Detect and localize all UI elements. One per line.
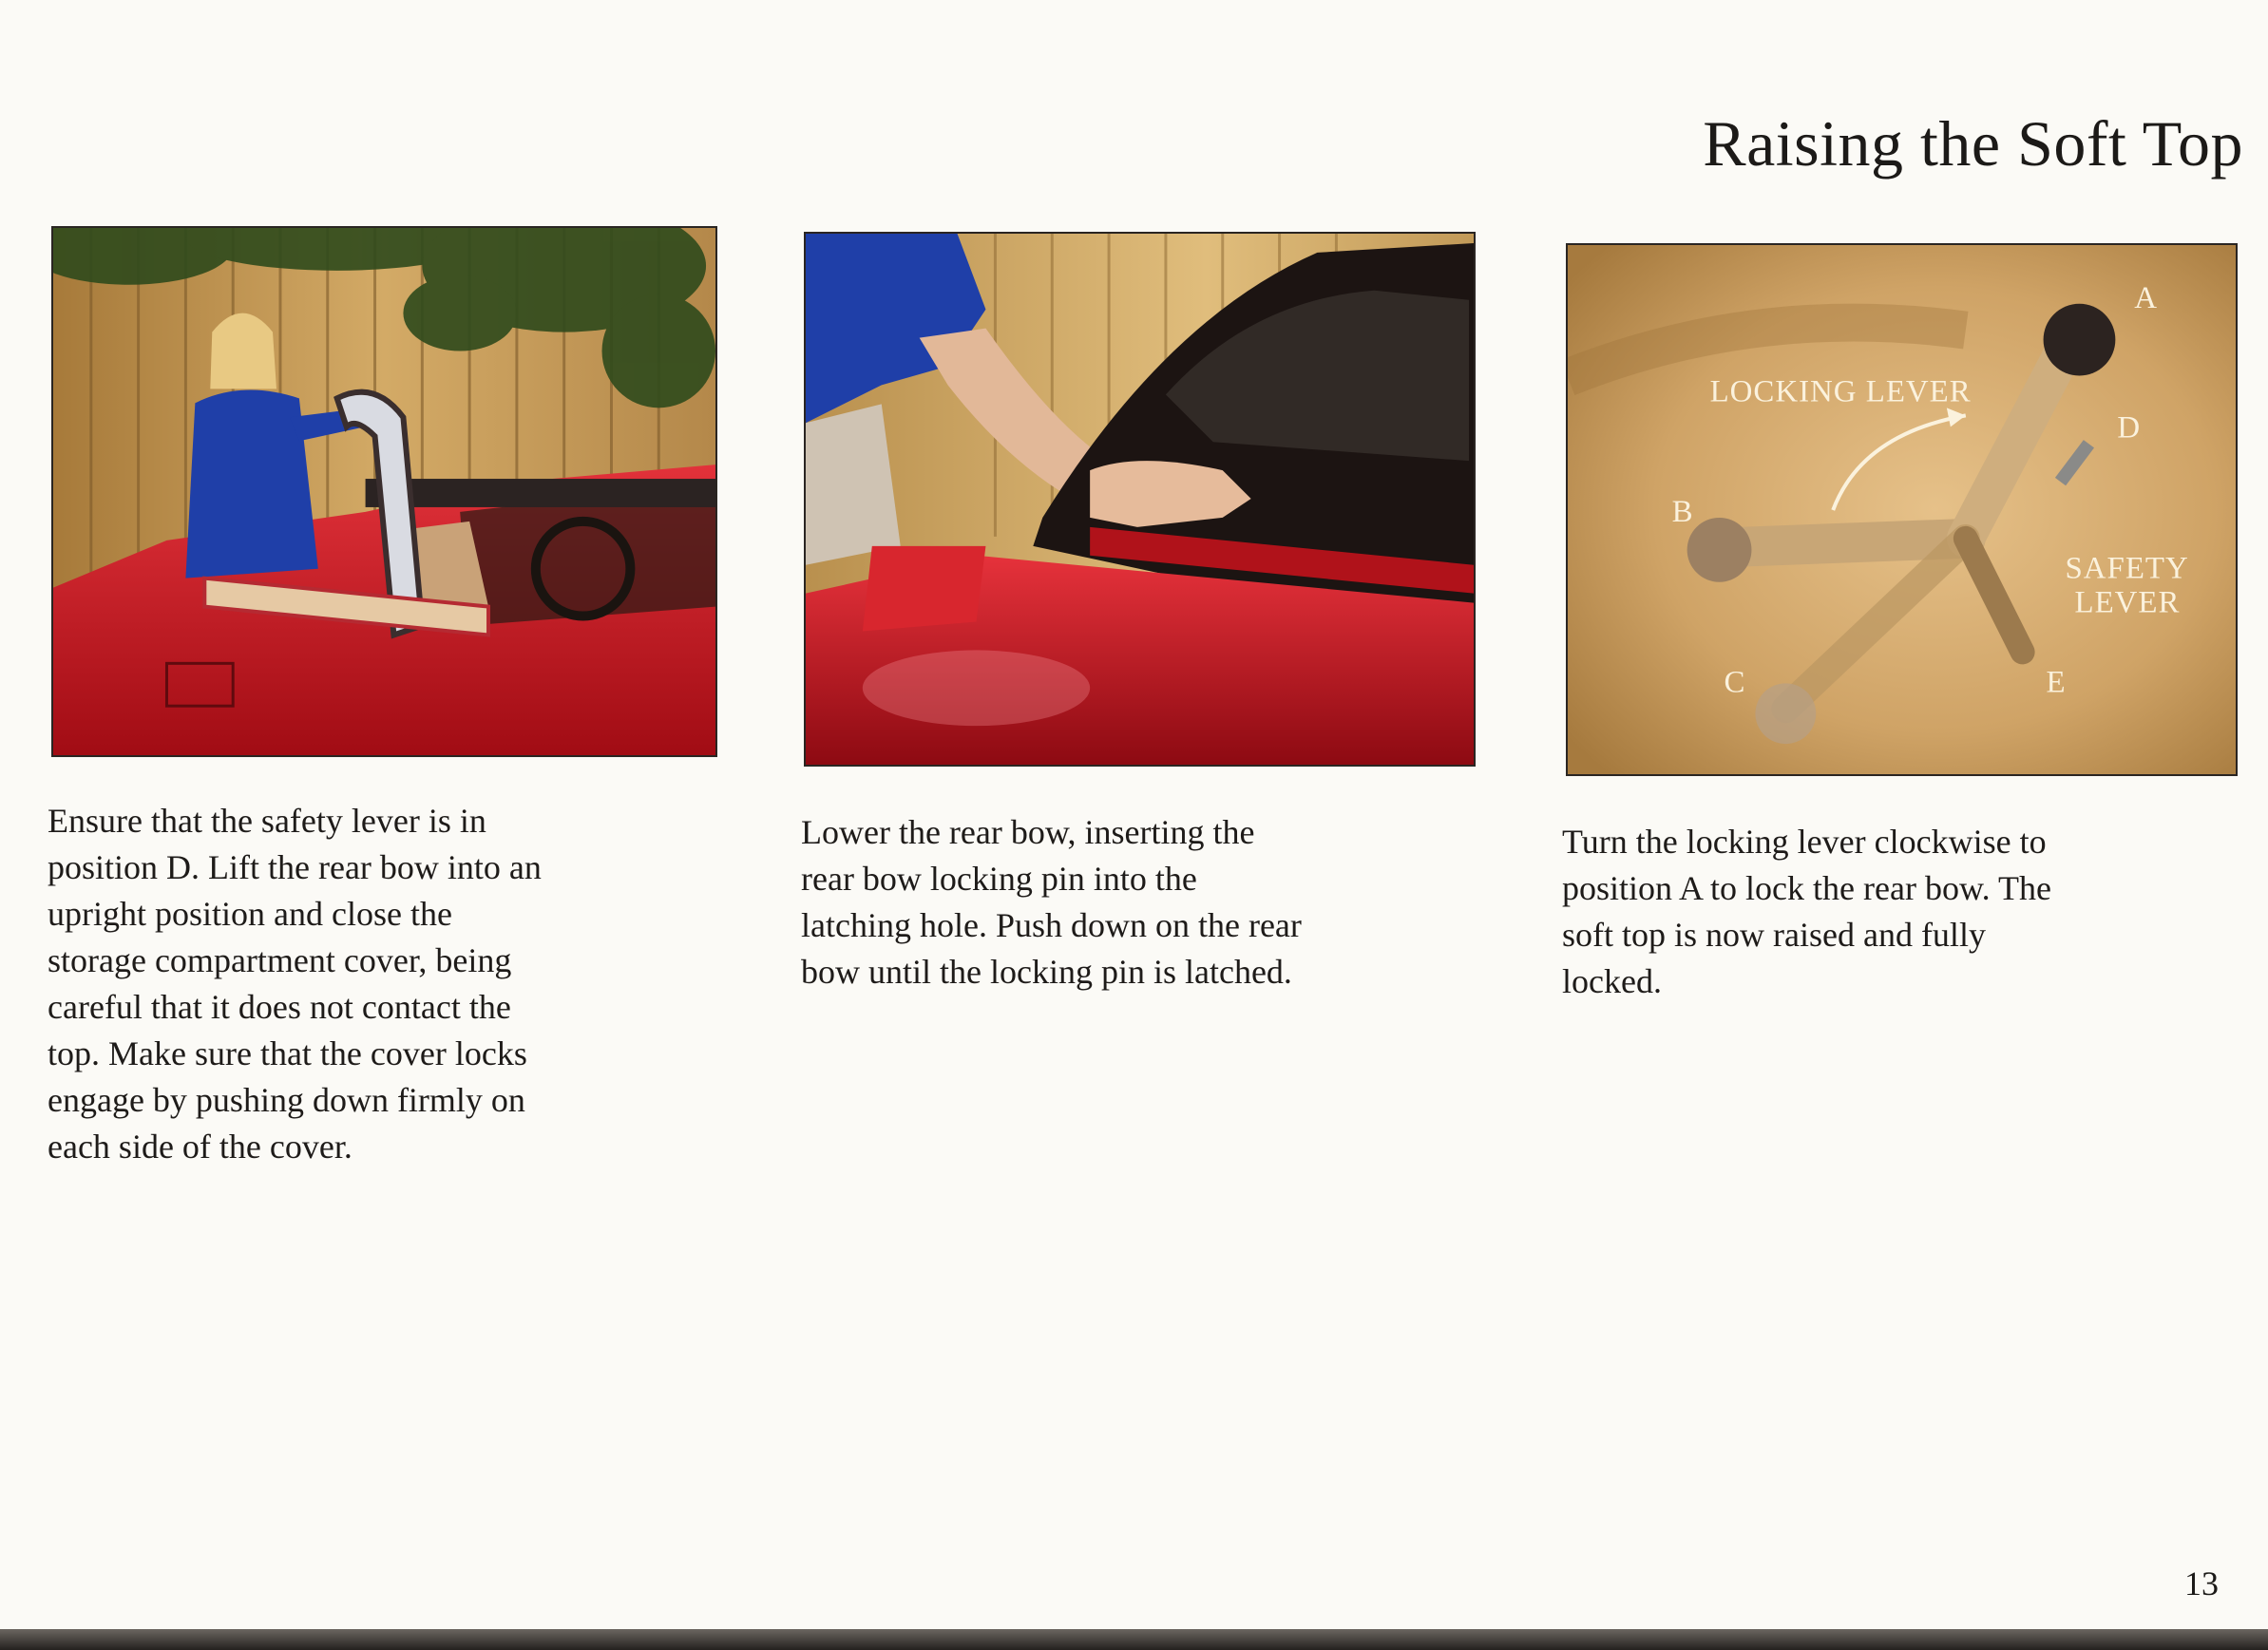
page-edge-shadow	[0, 1629, 2268, 1650]
caption-line: latching hole. Push down on the rear	[801, 906, 1302, 944]
caption-line: top. Make sure that the cover locks	[48, 1034, 527, 1072]
woman-lifting-rear-bow-photo	[51, 226, 717, 757]
locking-lever-label: LOCKING LEVER	[1709, 374, 1972, 409]
caption-line: rear bow locking pin into the	[801, 860, 1197, 898]
position-b-label: B	[1671, 494, 1694, 529]
caption-line: Turn the locking lever clockwise to	[1562, 823, 2047, 861]
step-1-caption	[48, 798, 542, 1170]
caption-line: locked.	[1562, 962, 1662, 1000]
locking-lever-closeup-photo	[1566, 243, 2238, 776]
safety-lever-label-line2: LEVER	[2074, 585, 2181, 620]
caption-line: soft top is now raised and fully	[1562, 916, 1986, 954]
caption-line: bow until the locking pin is latched.	[801, 953, 1292, 991]
caption-line: engage by pushing down firmly on	[48, 1081, 525, 1119]
caption-line: upright position and close the	[48, 895, 452, 933]
position-c-label: C	[1724, 665, 1746, 700]
page-number: 13	[2184, 1565, 2219, 1603]
page-title: Raising the Soft Top	[1703, 107, 2243, 180]
position-e-label: E	[2046, 665, 2067, 700]
caption-line: each side of the cover.	[48, 1128, 353, 1166]
caption-line: Lower the rear bow, inserting the	[801, 813, 1255, 851]
position-d-label: D	[2117, 410, 2142, 446]
step-3-caption	[1562, 819, 2051, 1005]
step-2-caption	[801, 809, 1302, 996]
safety-lever-label-line1: SAFETY	[2065, 551, 2189, 586]
hand-pressing-rear-bow-photo	[804, 232, 1476, 767]
caption-line: careful that it does not contact the	[48, 988, 511, 1026]
position-a-label: A	[2134, 280, 2159, 315]
caption-line: Ensure that the safety lever is in	[48, 802, 486, 840]
caption-line: position A to lock the rear bow. The	[1562, 869, 2051, 907]
caption-line: position D. Lift the rear bow into an	[48, 848, 542, 886]
caption-line: storage compartment cover, being	[48, 941, 512, 979]
